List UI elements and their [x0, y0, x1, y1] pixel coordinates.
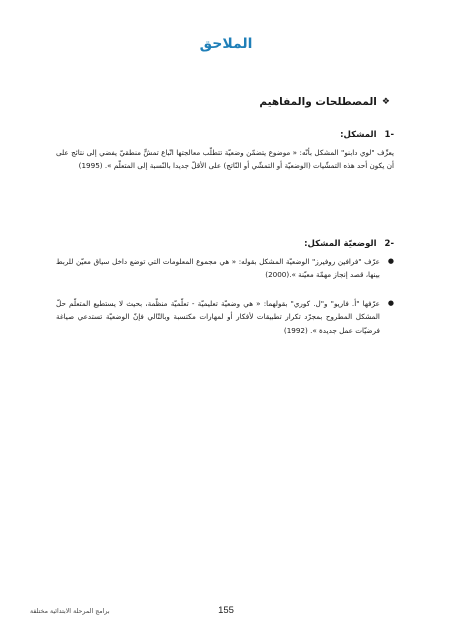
term-title: الوضعيّة المشكل: — [304, 239, 377, 249]
term-heading-problem — [340, 130, 394, 140]
footer-book-title: برامج المرحلة الابتدائية مختلفة — [30, 608, 110, 615]
list-item — [56, 297, 394, 337]
list-item-text: عرّفها "أ. فاريو" و"ل. كوري" بقولهما: « هي وضعيّة تعليميّة - تعلّميّة منظّمة، بحيث لا يستطيع المتعلّم حلّ المشكل المطروح بمجرّد تكرار تطبيقات لأفكار أو لمهارات مكتسبة وبالتّالي فإنّ الوضعيّة تستدعي صياغة فرضيّات عمل جديدة ». (1992) — [56, 299, 380, 335]
term-definition-problem: يعرِّف "لوي دابنو" المشكل بأنّه: « موضوع يتضمّن وضعيّة تتطلّب معالجتها اتّباع تمشٍّ منطقيّ يفضي إلى نتائج على أن يكون أحد هذه التمشّيات (الوضعيّة أو التمشّي أو النّاتج) على الأقلّ جديدا بالنّسبة إلى المتعلّم ». (1995) — [56, 148, 394, 171]
term-number: -2 — [384, 239, 394, 249]
bullet-icon: ● — [387, 299, 394, 307]
list-item — [56, 255, 394, 282]
diamond-icon: ❖ — [381, 97, 390, 107]
list-item-text: عرّف "فرافين روفيرز" الوضعيّة المشكل بقوله: « هي مجموع المعلومات التي توضع داخل سياق معيّن للربط بينها، قصد إنجاز مهمّة معيّنة ».(2000) — [56, 257, 380, 280]
page-title: الملاحق — [199, 36, 253, 52]
term-number: -1 — [384, 130, 394, 140]
term-heading-problem-situation — [304, 239, 394, 249]
bullet-icon: ● — [387, 257, 394, 265]
section-heading — [259, 96, 390, 108]
section-heading-text: المصطلحات والمفاهيم — [259, 96, 377, 108]
page-number: 155 — [218, 605, 234, 616]
term-title: المشكل: — [340, 130, 377, 140]
